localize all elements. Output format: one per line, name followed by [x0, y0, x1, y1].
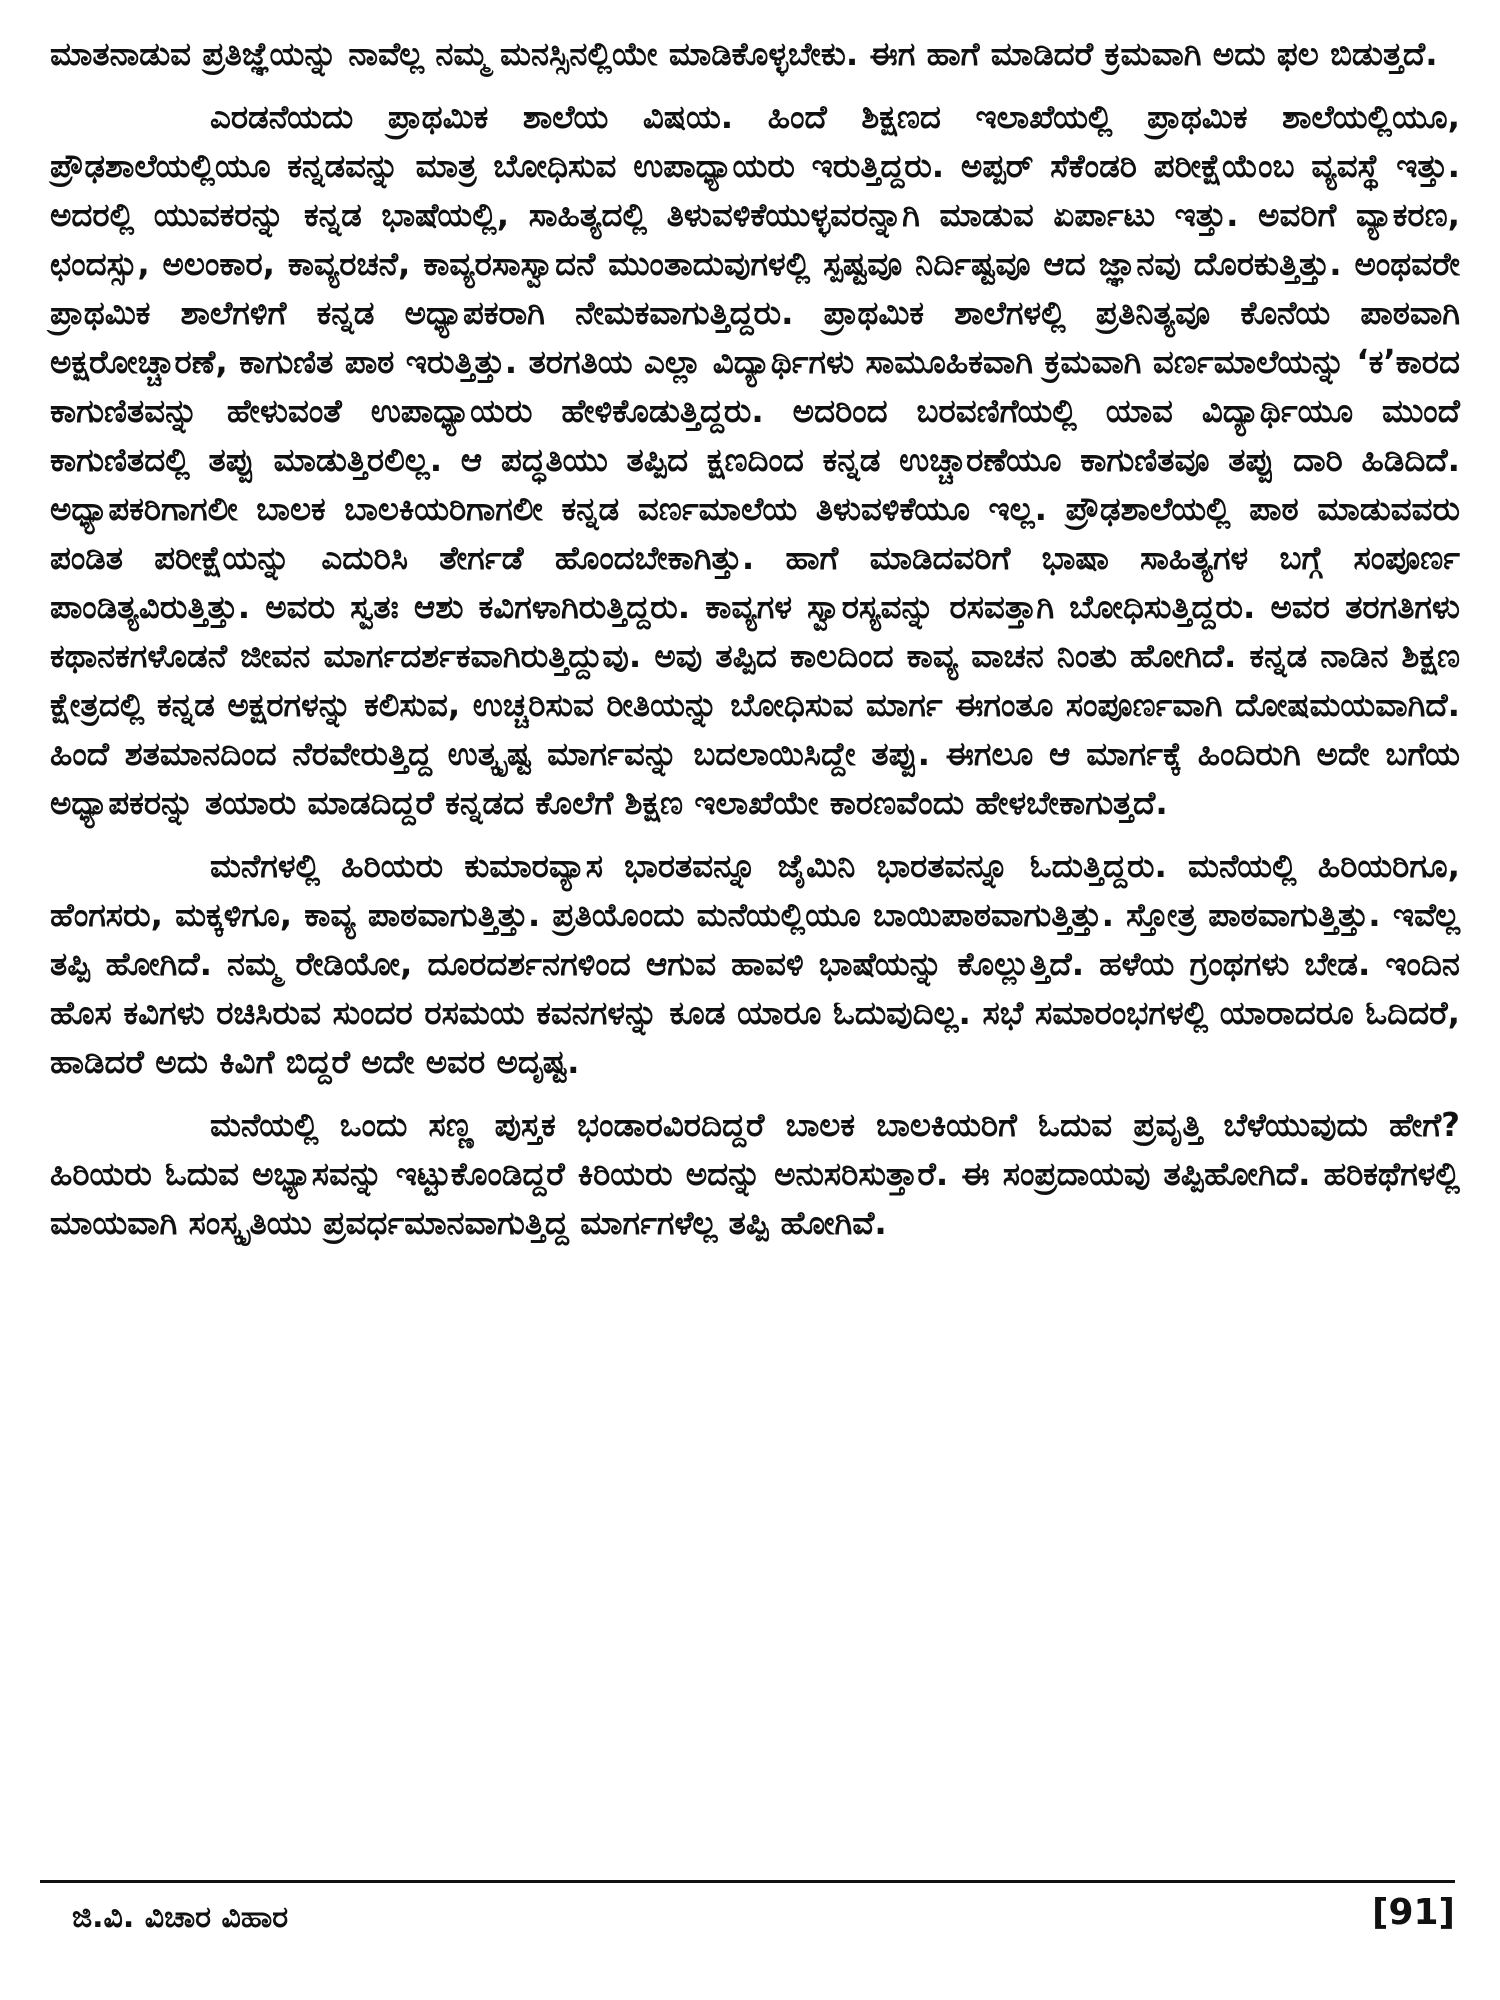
paragraph-2: ಎರಡನೆಯದು ಪ್ರಾಥಮಿಕ ಶಾಲೆಯ ವಿಷಯ. ಹಿಂದೆ ಶಿಕ್ಷಣದ ಇಲಾಖೆಯಲ್ಲಿ ಪ್ರಾಥಮಿಕ ಶಾಲೆಯಲ್ಲಿಯೂ, ಪ್ರೌಢಶಾಲೆಯಲ್ಲಿಯೂ ಕನ್ನಡವನ್ನು ಮಾತ್ರ ಬೋಧಿಸುವ ಉಪಾಧ್ಯಾಯರು ಇರುತ್ತಿದ್ದರು. ಅಪ್ಪರ್ ಸೆಕೆಂಡರಿ ಪರೀಕ್ಷೆಯೆಂಬ ವ್ಯವಸ್ಥೆ ಇತ್ತು. ಅದರಲ್ಲಿ ಯುವಕರನ್ನು ಕನ್ನಡ ಭಾಷೆಯಲ್ಲಿ, ಸಾಹಿತ್ಯದಲ್ಲಿ ತಿಳುವಳಿಕೆಯುಳ್ಳವರನ್ನಾಗಿ ಮಾಡುವ ಏರ್ಪಾಟು ಇತ್ತು. ಅವರಿಗೆ ವ್ಯಾಕರಣ, ಛಂದಸ್ಸು, ಅಲಂಕಾರ, ಕಾವ್ಯರಚನೆ, ಕಾವ್ಯರಸಾಸ್ವಾದನೆ ಮುಂತಾದುವುಗಳಲ್ಲಿ ಸ್ಪಷ್ಟವೂ ನಿರ್ದಿಷ್ಟವೂ ಆದ ಜ್ಞಾನವು ದೊರಕುತ್ತಿತ್ತು. ಅಂಥವರೇ ಪ್ರಾಥಮಿಕ ಶಾಲೆಗಳಿಗೆ ಕನ್ನಡ ಅಧ್ಯಾಪಕರಾಗಿ ನೇಮಕವಾಗುತ್ತಿದ್ದರು. ಪ್ರಾಥಮಿಕ ಶಾಲೆಗಳಲ್ಲಿ ಪ್ರತಿನಿತ್ಯವೂ ಕೊನೆಯ ಪಾಠವಾಗಿ ಅಕ್ಷರೋಚ್ಚಾರಣೆ, ಕಾಗುಣಿತ ಪಾಠ ಇರುತ್ತಿತ್ತು. ತರಗತಿಯ ಎಲ್ಲಾ ವಿದ್ಯಾರ್ಥಿಗಳು ಸಾಮೂಹಿಕವಾಗಿ ಕ್ರಮವಾಗಿ ವರ್ಣಮಾಲೆಯನ್ನು ‘ಕ’ಕಾರದ ಕಾಗುಣಿತವನ್ನು ಹೇಳುವಂತೆ ಉಪಾಧ್ಯಾಯರು ಹೇಳಿಕೊಡುತ್ತಿದ್ದರು. ಅದರಿಂದ ಬರವಣಿಗೆಯಲ್ಲಿ ಯಾವ ವಿದ್ಯಾರ್ಥಿಯೂ ಮುಂದೆ ಕಾಗುಣಿತದಲ್ಲಿ ತಪ್ಪು ಮಾಡುತ್ತಿರಲಿಲ್ಲ. ಆ ಪದ್ಧತಿಯು ತಪ್ಪಿದ ಕ್ಷಣದಿಂದ ಕನ್ನಡ ಉಚ್ಚಾರಣೆಯೂ ಕಾಗುಣಿತವೂ ತಪ್ಪು ದಾರಿ ಹಿಡಿದಿದೆ. ಅಧ್ಯಾಪಕರಿಗಾಗಲೀ ಬಾಲಕ ಬಾಲಕಿಯರಿಗಾಗಲೀ ಕನ್ನಡ ವರ್ಣಮಾಲೆಯ ತಿಳುವಳಿಕೆಯೂ ಇಲ್ಲ. ಪ್ರೌಢಶಾಲೆಯಲ್ಲಿ ಪಾಠ ಮಾಡುವವರು ಪಂಡಿತ ಪರೀಕ್ಷೆಯನ್ನು ಎದುರಿಸಿ ತೇರ್ಗಡೆ ಹೊಂದಬೇಕಾಗಿತ್ತು. ಹಾಗೆ ಮಾಡಿದವರಿಗೆ ಭಾಷಾ ಸಾಹಿತ್ಯಗಳ ಬಗ್ಗೆ ಸಂಪೂರ್ಣ ಪಾಂಡಿತ್ಯವಿರುತ್ತಿತ್ತು. ಅವರು ಸ್ವತಃ ಆಶು ಕವಿಗಳಾಗಿರುತ್ತಿದ್ದರು. ಕಾವ್ಯಗಳ ಸ್ವಾರಸ್ಯವನ್ನು ರಸವತ್ತಾಗಿ ಬೋಧಿಸುತ್ತಿದ್ದರು. ಅವರ ತರಗತಿಗಳು ಕಥಾನಕಗಳೊಡನೆ ಜೀವನ ಮಾರ್ಗದರ್ಶಕವಾಗಿರುತ್ತಿದ್ದುವು. ಅವು ತಪ್ಪಿದ ಕಾಲದಿಂದ ಕಾವ್ಯ ವಾಚನ ನಿಂತು ಹೋಗಿದೆ. ಕನ್ನಡ ನಾಡಿನ ಶಿಕ್ಷಣ ಕ್ಷೇತ್ರದಲ್ಲಿ ಕನ್ನಡ ಅಕ್ಷರಗಳನ್ನು ಕಲಿಸುವ, ಉಚ್ಚರಿಸುವ ರೀತಿಯನ್ನು ಬೋಧಿಸುವ ಮಾರ್ಗ ಈಗಂತೂ ಸಂಪೂರ್ಣವಾಗಿ ದೋಷಮಯವಾಗಿದೆ. ಹಿಂದೆ ಶತಮಾನದಿಂದ ನೆರವೇರುತ್ತಿದ್ದ ಉತ್ಕೃಷ್ಟ ಮಾರ್ಗವನ್ನು ಬದಲಾಯಿಸಿದ್ದೇ ತಪ್ಪು. ಈಗಲೂ ಆ ಮಾರ್ಗಕ್ಕೆ ಹಿಂದಿರುಗಿ ಅದೇ ಬಗೆಯ ಅಧ್ಯಾಪಕರನ್ನು ತಯಾರು ಮಾಡದಿದ್ದರೆ ಕನ್ನಡದ ಕೊಲೆಗೆ ಶಿಕ್ಷಣ ಇಲಾಖೆಯೇ ಕಾರಣವೆಂದು ಹೇಳಬೇಕಾಗುತ್ತದೆ. [50, 98, 1460, 822]
paragraph-1: ಮಾತನಾಡುವ ಪ್ರತಿಜ್ಞೆಯನ್ನು ನಾವೆಲ್ಲ ನಮ್ಮ ಮನಸ್ಸಿನಲ್ಲಿಯೇ ಮಾಡಿಕೊಳ್ಳಬೇಕು. ಈಗ ಹಾಗೆ ಮಾಡಿದರೆ ಕ್ರಮವಾಗಿ ಅದು ಫಲ ಬಿಡುತ್ತದೆ. [50, 35, 1438, 73]
footer-divider [40, 1880, 1455, 1883]
page-body [50, 30, 1460, 1262]
paragraph-3: ಮನೆಗಳಲ್ಲಿ ಹಿರಿಯರು ಕುಮಾರವ್ಯಾಸ ಭಾರತವನ್ನೂ ಜೈಮಿನಿ ಭಾರತವನ್ನೂ ಓದುತ್ತಿದ್ದರು. ಮನೆಯಲ್ಲಿ ಹಿರಿಯರಿಗೂ, ಹೆಂಗಸರು, ಮಕ್ಕಳಿಗೂ, ಕಾವ್ಯ ಪಾಠವಾಗುತ್ತಿತ್ತು. ಪ್ರತಿಯೊಂದು ಮನೆಯಲ್ಲಿಯೂ ಬಾಯಿಪಾಠವಾಗುತ್ತಿತ್ತು. ಸ್ತೋತ್ರ ಪಾಠವಾಗುತ್ತಿತ್ತು. ಇವೆಲ್ಲ ತಪ್ಪಿ ಹೋಗಿದೆ. ನಮ್ಮ ರೇಡಿಯೋ, ದೂರದರ್ಶನಗಳಿಂದ ಆಗುವ ಹಾವಳಿ ಭಾಷೆಯನ್ನು ಕೊಲ್ಲುತ್ತಿದೆ. ಹಳೆಯ ಗ್ರಂಥಗಳು ಬೇಡ. ಇಂದಿನ ಹೊಸ ಕವಿಗಳು ರಚಿಸಿರುವ ಸುಂದರ ರಸಮಯ ಕವನಗಳನ್ನು ಕೂಡ ಯಾರೂ ಓದುವುದಿಲ್ಲ. ಸಭೆ ಸಮಾರಂಭಗಳಲ್ಲಿ ಯಾರಾದರೂ ಓದಿದರೆ, ಹಾಡಿದರೆ ಅದು ಕಿವಿಗೆ ಬಿದ್ದರೆ ಅದೇ ಅವರ ಅದೃಷ್ಟ. [50, 847, 1460, 1081]
paragraph-4: ಮನೆಯಲ್ಲಿ ಒಂದು ಸಣ್ಣ ಪುಸ್ತಕ ಭಂಡಾರವಿರದಿದ್ದರೆ ಬಾಲಕ ಬಾಲಕಿಯರಿಗೆ ಓದುವ ಪ್ರವೃತ್ತಿ ಬೆಳೆಯುವುದು ಹೇಗೆ? ಹಿರಿಯರು ಓದುವ ಅಭ್ಯಾಸವನ್ನು ಇಟ್ಟುಕೊಂಡಿದ್ದರೆ ಕಿರಿಯರು ಅದನ್ನು ಅನುಸರಿಸುತ್ತಾರೆ. ಈ ಸಂಪ್ರದಾಯವು ತಪ್ಪಿಹೋಗಿದೆ. ಹರಿಕಥೆಗಳಲ್ಲಿ ಮಾಯವಾಗಿ ಸಂಸ್ಕೃತಿಯು ಪ್ರವರ್ಧಮಾನವಾಗುತ್ತಿದ್ದ ಮಾರ್ಗಗಳೆಲ್ಲ ತಪ್ಪಿ ಹೋಗಿವೆ. [50, 1106, 1460, 1242]
footer-book-title: ಜಿ.ವಿ. ವಿಚಾರ ವಿಹಾರ [72, 1900, 289, 1935]
page-number: [91] [1371, 1892, 1455, 1933]
